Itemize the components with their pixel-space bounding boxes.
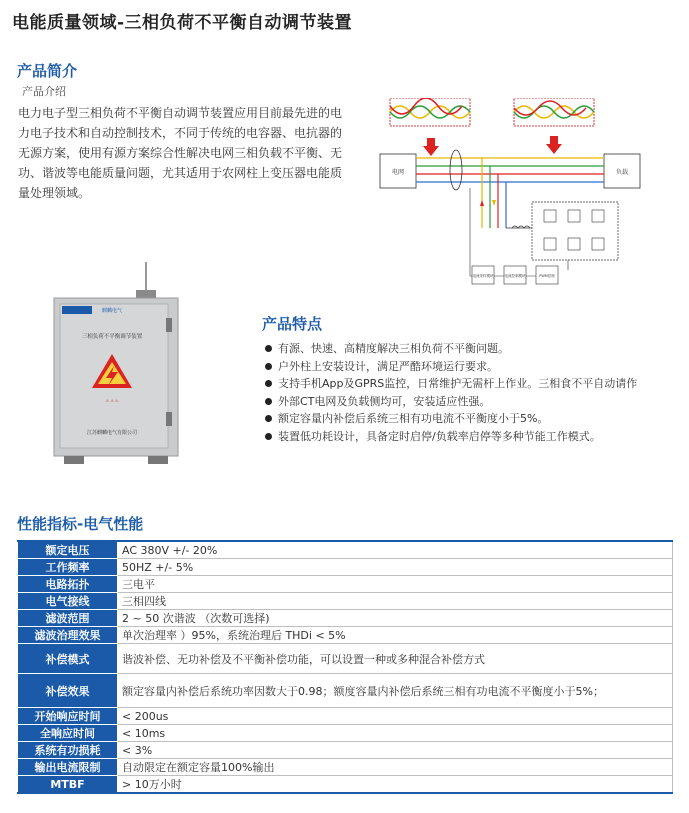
spec-value: 50HZ +/- 5% bbox=[118, 559, 673, 576]
feature-item: 额定容量内补偿后系统三相有功电流不平衡度小于5%。 bbox=[262, 410, 682, 428]
table-row bbox=[18, 593, 673, 610]
table-row bbox=[18, 759, 673, 776]
table-row bbox=[18, 742, 673, 759]
spec-label: 输出电流限制 bbox=[18, 759, 118, 776]
svg-text:⚠ ⚠ ⚠: ⚠ ⚠ ⚠ bbox=[105, 398, 119, 403]
device-brand: 麒麟电气 bbox=[102, 308, 123, 314]
waveform-panel-right bbox=[514, 98, 594, 126]
device-company: 江苏麒麟电气有限公司 bbox=[86, 430, 138, 436]
spec-label: 额定电压 bbox=[18, 541, 118, 559]
grid-label: 电网 bbox=[391, 169, 405, 176]
box-label-1: 电流采样模块 bbox=[472, 274, 494, 278]
spec-value: 2 ~ 50 次谐波 （次数可选择) bbox=[118, 610, 673, 627]
load-label: 负载 bbox=[615, 169, 629, 176]
table-row bbox=[18, 674, 673, 708]
spec-label: 开始响应时间 bbox=[18, 708, 118, 725]
intro-body: 电力电子型三相负荷不平衡自动调节装置应用目前最先进的电力电子技术和自动控制技术，不同于传统的电容器、电抗器的无源方案，使用有源方案综合性解决电网三相负载不平衡、无功、谐波等电能质量问题，尤其适用于农网柱上变压器电能质量处理领域。 bbox=[18, 106, 343, 200]
feature-item: 装置低功耗设计，具备定时启停/负载率启停等多种节能工作模式。 bbox=[262, 428, 682, 446]
spec-value: < 200us bbox=[118, 708, 673, 725]
circuit-diagram bbox=[372, 98, 662, 294]
spec-label: 工作频率 bbox=[18, 559, 118, 576]
spec-value: 三相四线 bbox=[118, 593, 673, 610]
features-list bbox=[262, 340, 682, 446]
spec-label: MTBF bbox=[18, 776, 118, 794]
spec-value: 自动限定在额定容量100%输出 bbox=[118, 759, 673, 776]
spec-value: 单次治理率 ）95%，系统治理后 THDi < 5% bbox=[118, 627, 673, 644]
feature-item: 有源、快速、高精度解决三相负荷不平衡问题。 bbox=[262, 340, 682, 358]
features-heading: 产品特点 bbox=[262, 315, 323, 333]
spec-label: 滤波范围 bbox=[18, 610, 118, 627]
spec-label: 电路拓扑 bbox=[18, 576, 118, 593]
table-row bbox=[18, 644, 673, 674]
spec-value: AC 380V +/- 20% bbox=[118, 541, 673, 559]
spec-label: 系统有功损耗 bbox=[18, 742, 118, 759]
spec-table bbox=[17, 540, 673, 794]
table-row bbox=[18, 610, 673, 627]
spec-label: 全响应时间 bbox=[18, 725, 118, 742]
page-title: 电能质量领域-三相负荷不平衡自动调节装置 bbox=[12, 13, 353, 33]
waveform-panel-left bbox=[390, 98, 470, 126]
spec-label: 补偿模式 bbox=[18, 644, 118, 674]
intro-subheading: 产品介绍 bbox=[22, 85, 66, 98]
device-panel-title: 三相负荷不平衡调节装置 bbox=[81, 334, 143, 340]
spec-value: 额定容量内补偿后系统功率因数大于0.98；额度容量内补偿后系统三相有功电流不平衡度小于5%； bbox=[118, 674, 673, 708]
device-cabinet-image bbox=[40, 262, 190, 467]
spec-value: < 3% bbox=[118, 742, 673, 759]
spec-value: > 10万小时 bbox=[118, 776, 673, 794]
box-label-2: 电流控制模块 bbox=[504, 274, 526, 278]
spec-label: 电气接线 bbox=[18, 593, 118, 610]
table-row bbox=[18, 559, 673, 576]
table-row bbox=[18, 776, 673, 794]
table-row bbox=[18, 725, 673, 742]
spec-label: 补偿效果 bbox=[18, 674, 118, 708]
table-row bbox=[18, 627, 673, 644]
feature-item: 户外柱上安装设计，满足严酷环境运行要求。 bbox=[262, 358, 682, 376]
box-label-3: PWM控制 bbox=[539, 274, 555, 278]
specs-heading: 性能指标-电气性能 bbox=[17, 515, 144, 533]
table-row bbox=[18, 576, 673, 593]
table-row bbox=[18, 708, 673, 725]
spec-value: 三电平 bbox=[118, 576, 673, 593]
spec-label: 滤波治理效果 bbox=[18, 627, 118, 644]
spec-value: 谐波补偿、无功补偿及不平衡补偿功能，可以设置一种或多种混合补偿方式 bbox=[118, 644, 673, 674]
feature-item: 外部CT电网及负载侧均可，安装适应性强。 bbox=[262, 393, 682, 411]
intro-heading: 产品简介 bbox=[17, 62, 78, 80]
table-row bbox=[18, 541, 673, 559]
feature-item: 支持手机App及GPRS监控，日常维护无需杆上作业。三相食不平自动请作 bbox=[262, 375, 682, 393]
spec-value: < 10ms bbox=[118, 725, 673, 742]
